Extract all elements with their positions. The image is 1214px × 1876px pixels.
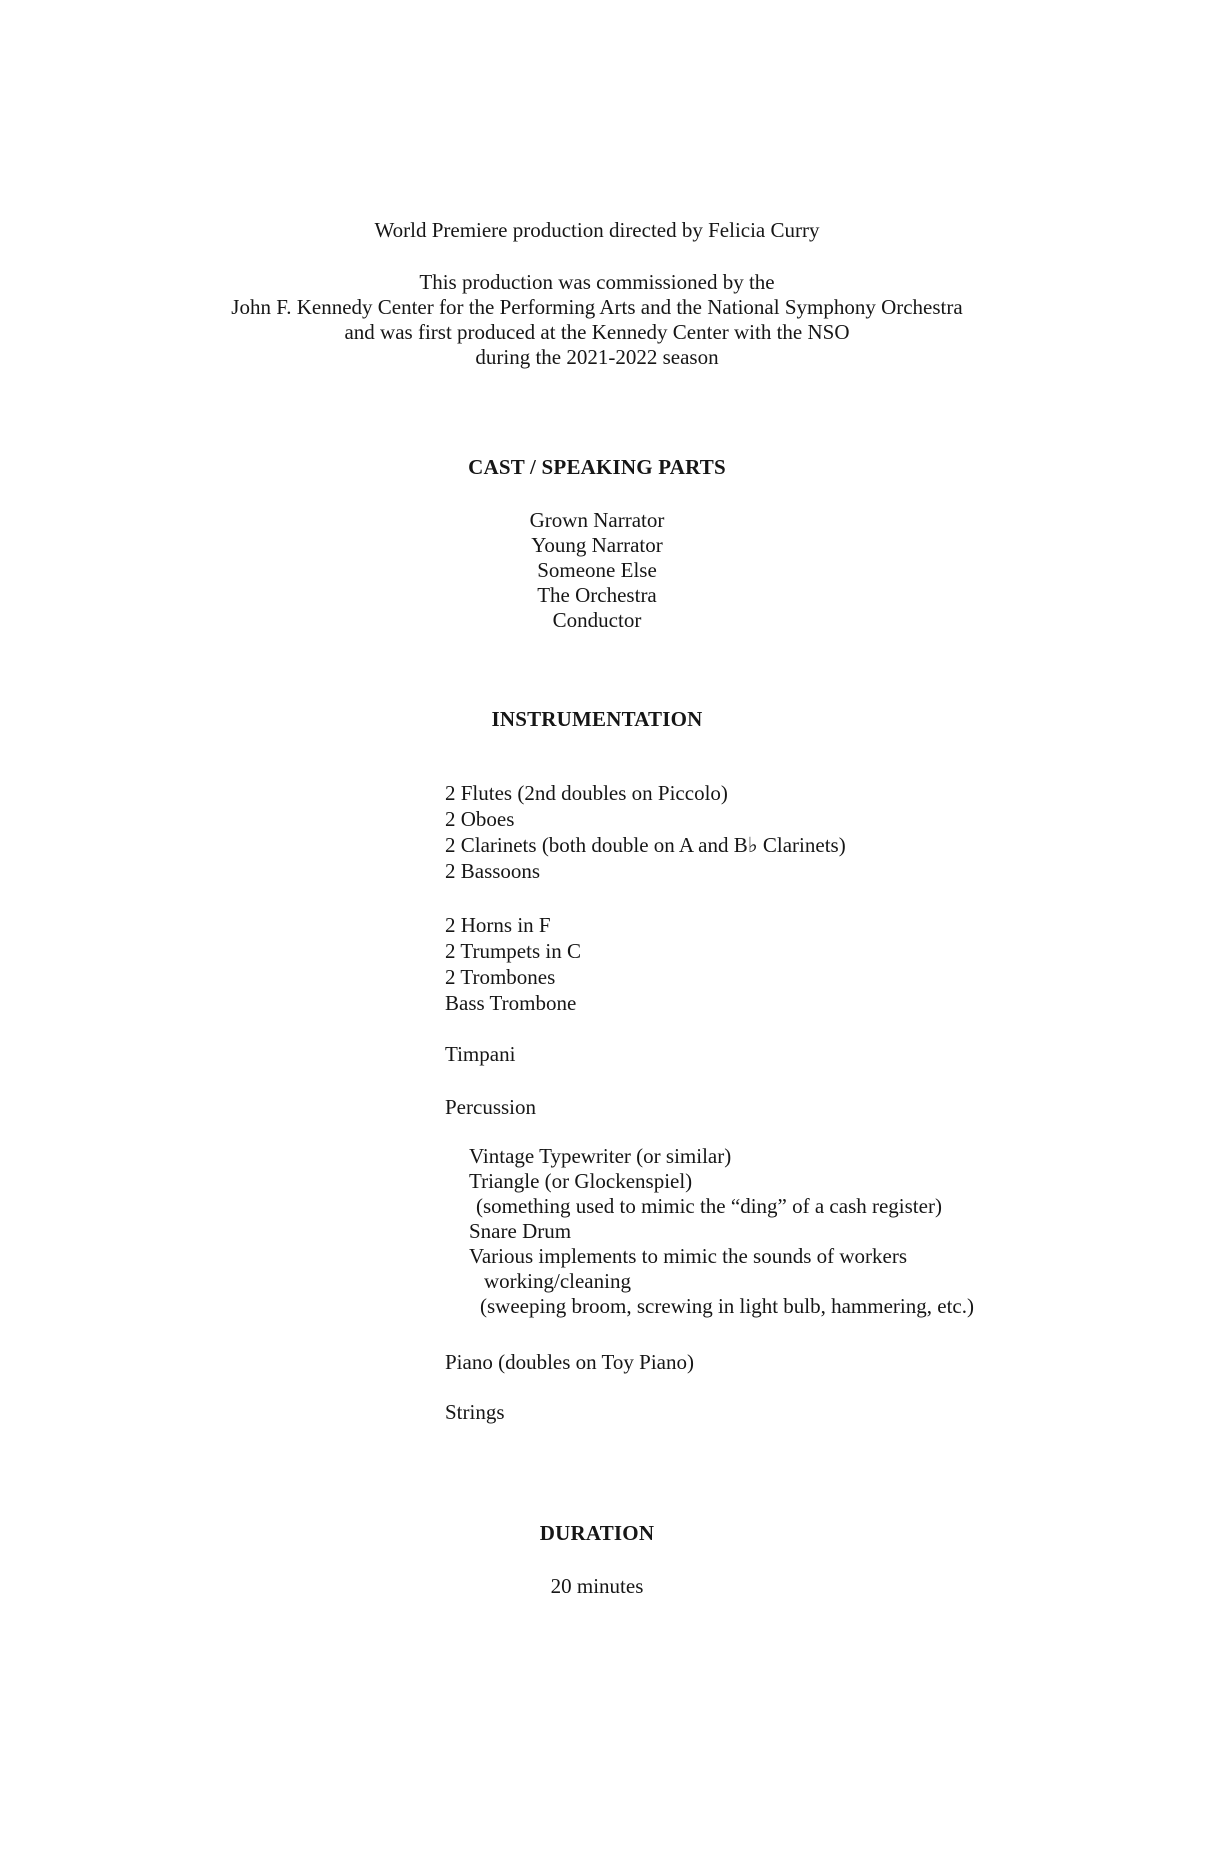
commission-line: and was first produced at the Kennedy Center with the NSO <box>344 320 850 344</box>
percussion-item: Triangle (or Glockenspiel) <box>469 1169 693 1193</box>
percussion-item-note: (sweeping broom, screwing in light bulb, hammering, etc.) <box>480 1294 974 1318</box>
instrument-item: Bass Trombone <box>445 991 577 1015</box>
instrument-item: 2 Horns in F <box>445 913 551 937</box>
percussion-item-continuation: working/cleaning <box>484 1269 631 1293</box>
commission-note <box>0 270 1194 370</box>
percussion-item-list <box>469 1144 974 1319</box>
instrument-item: 2 Oboes <box>445 807 515 831</box>
percussion-item-note: (something used to mimic the “ding” of a cash register) <box>476 1194 942 1218</box>
instrumentation-section-heading: INSTRUMENTATION <box>491 707 703 731</box>
commission-line: during the 2021-2022 season <box>475 345 719 369</box>
cast-member: Someone Else <box>537 558 657 582</box>
commission-line: John F. Kennedy Center for the Performing Arts and the National Symphony Orchestra <box>231 295 963 319</box>
instrument-item: 2 Flutes (2nd doubles on Piccolo) <box>445 781 728 805</box>
cast-member: The Orchestra <box>537 583 657 607</box>
percussion-item: Snare Drum <box>469 1219 572 1243</box>
keyboard-item: Piano (doubles on Toy Piano) <box>445 1350 694 1374</box>
timpani-item: Timpani <box>445 1042 516 1066</box>
premiere-credit-line: World Premiere production directed by Felicia Curry <box>374 218 820 242</box>
instrument-item: 2 Trumpets in C <box>445 939 581 963</box>
woodwind-list <box>445 780 846 884</box>
percussion-item: Vintage Typewriter (or similar) <box>469 1144 732 1168</box>
percussion-label: Percussion <box>445 1095 536 1119</box>
instrument-item: 2 Trombones <box>445 965 556 989</box>
strings-item: Strings <box>445 1400 505 1424</box>
cast-member: Young Narrator <box>531 533 663 557</box>
instrument-item: 2 Bassoons <box>445 859 541 883</box>
brass-list <box>445 912 581 1016</box>
cast-section-heading: CAST / SPEAKING PARTS <box>468 455 726 479</box>
cast-member: Grown Narrator <box>529 508 665 532</box>
duration-value: 20 minutes <box>550 1574 644 1598</box>
duration-section-heading: DURATION <box>539 1521 655 1545</box>
instrument-item: 2 Clarinets (both double on A and B♭ Clarinets) <box>445 833 846 857</box>
percussion-item: Various implements to mimic the sounds of workers <box>469 1244 908 1268</box>
cast-list <box>0 508 1194 633</box>
cast-member: Conductor <box>552 608 642 632</box>
commission-line: This production was commissioned by the <box>419 270 775 294</box>
